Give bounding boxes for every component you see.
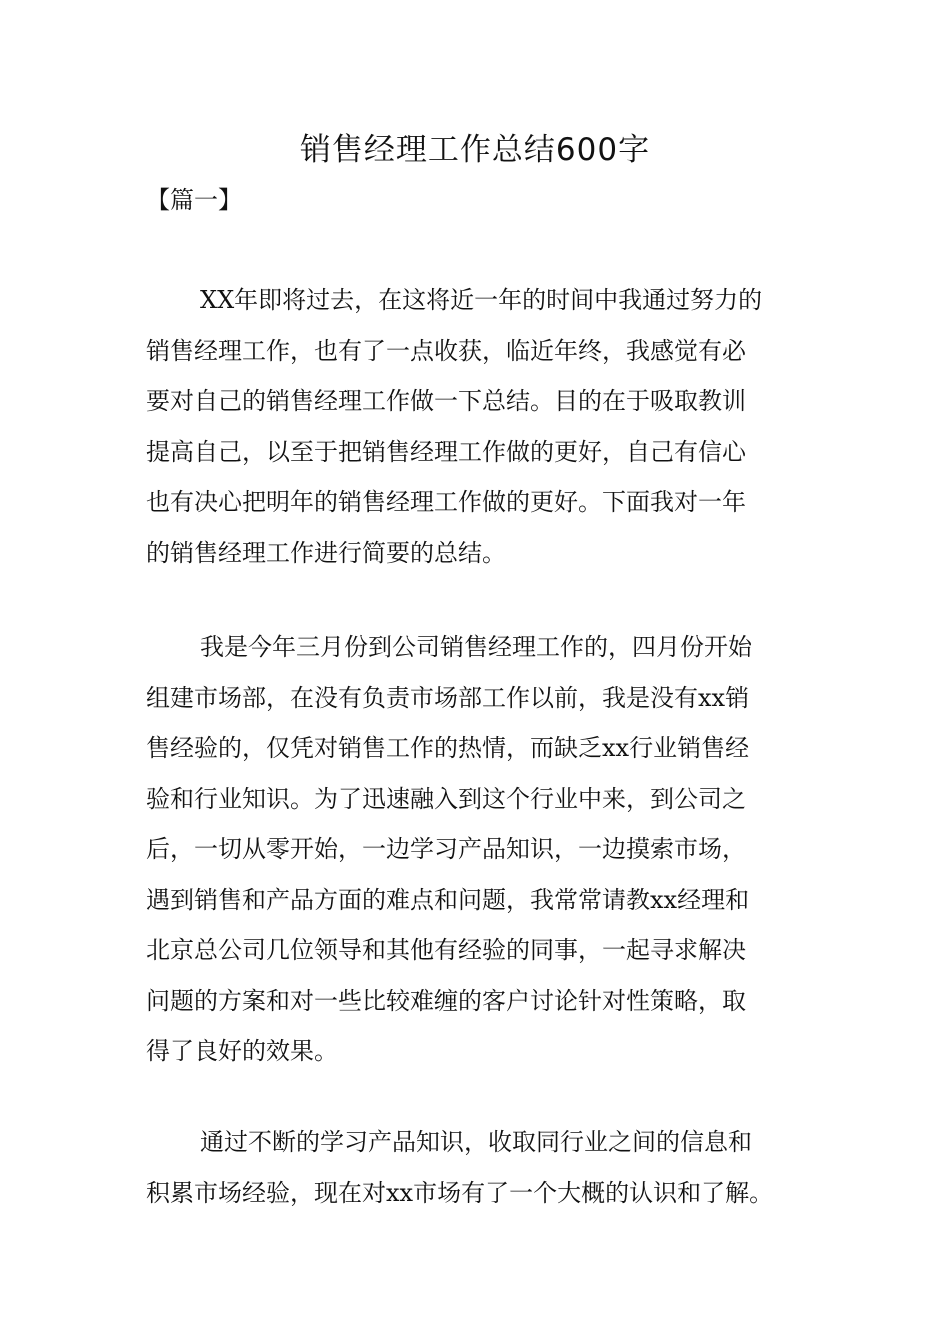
paragraph-line: 问题的方案和对一些比较难缠的客户讨论针对性策略，取	[146, 986, 746, 1015]
paragraph-line: 遇到销售和产品方面的难点和问题，我常常请教xx经理和	[146, 885, 750, 914]
paragraph-line: 的销售经理工作进行简要的总结。	[146, 538, 506, 567]
section-label: 【篇一】	[146, 186, 242, 214]
paragraph-line: 北京总公司几位领导和其他有经验的同事，一起寻求解决	[146, 936, 746, 964]
paragraph-1	[146, 275, 812, 578]
paragraph-line: 通过不断的学习产品知识，收取同行业之间的信息和	[200, 1128, 752, 1156]
paragraph-line: 积累市场经验，现在对xx市场有了一个大概的认识和了解。	[146, 1178, 774, 1207]
paragraph-line: 提高自己，以至于把销售经理工作做的更好，自己有信心	[146, 437, 746, 466]
paragraph-line: 后，一切从零开始，一边学习产品知识，一边摸索市场，	[146, 835, 746, 863]
paragraph-line: 验和行业知识。为了迅速融入到这个行业中来，到公司之	[146, 784, 746, 813]
paragraph-line: 组建市场部，在没有负责市场部工作以前，我是没有xx销	[146, 683, 750, 712]
paragraph-line: 也有决心把明年的销售经理工作做的更好。下面我对一年	[146, 488, 746, 516]
paragraph-line: 得了良好的效果。	[146, 1037, 338, 1065]
paragraph-line: 售经验的，仅凭对销售工作的热情，而缺乏xx行业销售经	[146, 734, 750, 762]
paragraph-line: 要对自己的销售经理工作做一下总结。目的在于吸取教训	[146, 387, 746, 415]
paragraph-2	[146, 622, 812, 1077]
paragraph-line: XX年即将过去，在这将近一年的时间中我通过努力的	[200, 286, 763, 314]
paragraph-3	[146, 1117, 812, 1218]
document-title: 销售经理工作总结600字	[299, 132, 651, 168]
paragraph-line: 我是今年三月份到公司销售经理工作的，四月份开始	[200, 633, 752, 661]
paragraph-line: 销售经理工作，也有了一点收获，临近年终，我感觉有必	[146, 336, 746, 365]
